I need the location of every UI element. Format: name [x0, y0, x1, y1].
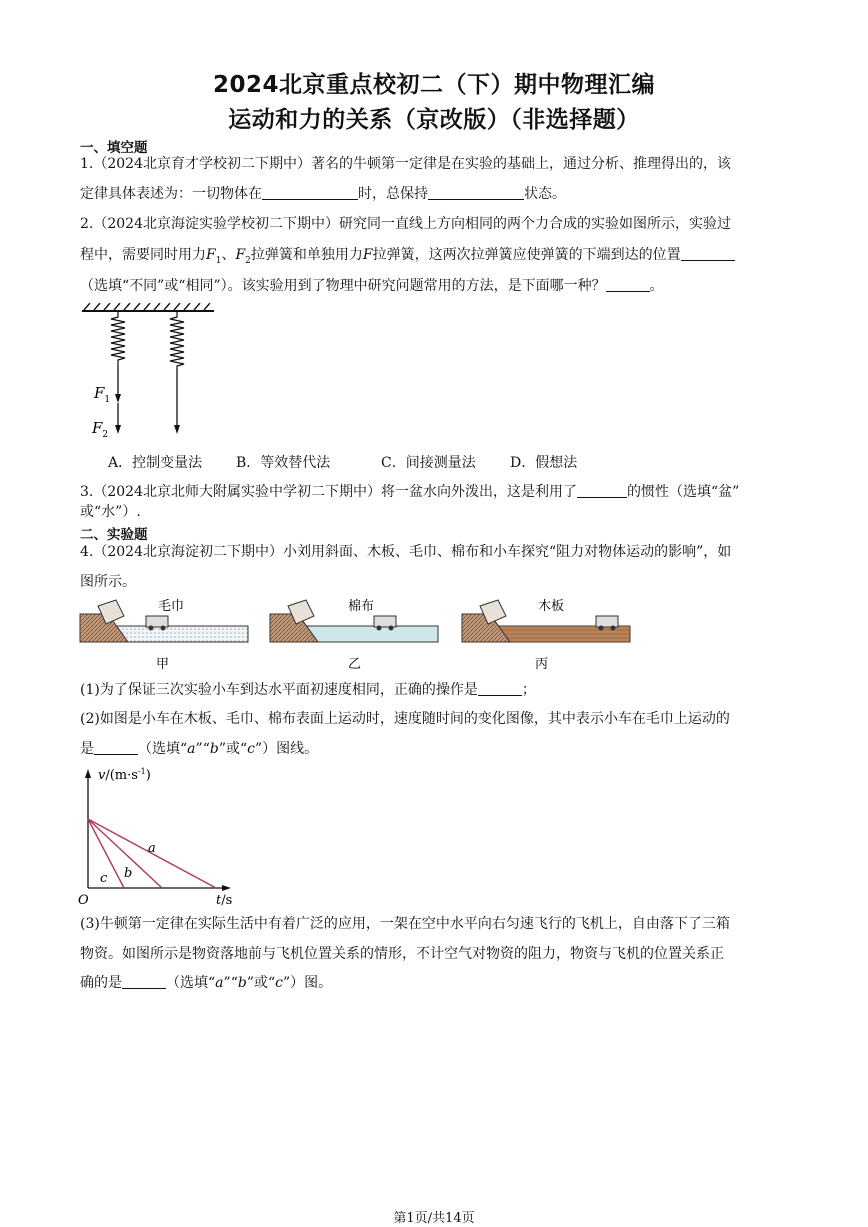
q2-blank-2[interactable]: [606, 277, 650, 292]
q4-p3-text-a: 确的是: [80, 975, 122, 991]
q3-text-b: 的惯性（选填“盆”: [626, 484, 740, 500]
ramps-figure: [78, 596, 638, 674]
page-title-line1: 2024北京重点校初二（下）期中物理汇编: [212, 72, 655, 98]
cart-3-wheel: [611, 626, 616, 631]
q2-text-b: 拉弹簧和单独用力: [250, 247, 363, 263]
panel-wood: [462, 598, 630, 672]
q2-f1-symbol: F: [206, 247, 216, 263]
q4-part2-line2: [80, 740, 790, 758]
surface-tag-3: 丙: [535, 657, 549, 672]
line-a-label: a: [148, 841, 156, 856]
q4-p2-a: a: [187, 741, 196, 757]
q2-text-d: （选填“不同”或“相同”）。该实验用到了物理中研究问题常用的方法，是下面哪一种？: [80, 278, 606, 294]
panel-towel: [80, 598, 248, 672]
section-fill-heading: 一、填空题: [80, 140, 148, 156]
q4-part3-line3: [80, 974, 790, 992]
origin-label: O: [78, 893, 89, 908]
arrow-f-head: [174, 425, 180, 434]
q4-p2-b: b: [209, 741, 219, 757]
cart-2-wheel: [389, 626, 394, 631]
q4-part2-line1: (2)如图是小车在木板、毛巾、棉布表面上运动时，速度随时间的变化图像，其中表示小车在毛巾上运动的: [80, 711, 730, 727]
cart-2-wheel: [377, 626, 382, 631]
q4-p3-a: a: [215, 975, 224, 991]
panel-cotton: [270, 598, 438, 672]
q1-text-c: 状态。: [524, 186, 566, 202]
label-f1: $F_1$: [94, 384, 111, 405]
q2-blank-1[interactable]: [681, 246, 735, 261]
section-experiment-heading: 二、实验题: [80, 527, 148, 543]
q2-text-e: 。: [649, 278, 664, 294]
q3-line1: [80, 483, 790, 501]
q4-p3-q2: ”或“: [246, 975, 276, 991]
q3-blank-1[interactable]: [577, 483, 627, 498]
q2-f2-sub: 2: [245, 255, 251, 266]
cart-1-wheel: [161, 626, 166, 631]
q2-option-a[interactable]: A．控制变量法: [108, 455, 203, 471]
label-f2: $F_2$: [92, 419, 109, 440]
q1-line1: 1.（2024北京育才学校初二下期中）著名的牛顿第一定律是在实验的基础上，通过分析、推理得出的，该: [80, 156, 731, 172]
q1-blank-1[interactable]: [262, 185, 358, 200]
q4-line1: 4.（2024北京海淀初二下期中）小刘用斜面、木板、毛巾、棉布和小车探究“阻力对物体运动的影响”，如: [80, 544, 732, 560]
x-axis-arrow: [222, 885, 231, 891]
q2-f2-symbol: F: [235, 247, 246, 263]
q2-sep: 、: [221, 247, 236, 263]
spring-right: [170, 311, 184, 369]
y-axis-arrow: [85, 769, 91, 778]
q3-text-a: 3.（2024北京北师大附属实验中学初二下期中）将一盆水向外泼出，这是利用了: [80, 484, 577, 500]
y-axis-label: $v/(m\cdot s^{-1})$: [98, 767, 151, 783]
q4-p2-blank[interactable]: [94, 740, 138, 755]
q4-p3-text-b: （选填“: [166, 975, 216, 991]
surface-name-towel: 毛巾: [158, 599, 185, 614]
page-number-footer: 第1页/共14页: [393, 1211, 475, 1226]
ceiling-hatch: [84, 303, 210, 310]
q2-option-c[interactable]: C．间接测量法: [381, 455, 476, 471]
cart-3-wheel: [599, 626, 604, 631]
q3-line2: 或“水”）.: [80, 504, 141, 520]
surface-tag-2: 乙: [348, 657, 362, 672]
q1-text-b: 时，总保持: [358, 186, 428, 202]
q4-p2-c: c: [247, 741, 255, 757]
q2-option-d[interactable]: D．假想法: [510, 455, 578, 471]
q2-line2: [80, 246, 790, 270]
q1-text-a: 定律具体表述为：一切物体在: [80, 186, 262, 202]
spring-left: [111, 311, 125, 365]
q2-f1-sub: 1: [215, 255, 222, 266]
q4-line2: 图所示。: [80, 574, 136, 590]
q2-line3: [80, 277, 790, 295]
q4-p2-q2: ”或“: [218, 741, 248, 757]
q4-p3-b: b: [237, 975, 247, 991]
q1-line2: [80, 185, 790, 203]
q4-p3-q1: ”“: [223, 975, 238, 991]
surface-name-cotton: 棉布: [348, 599, 375, 614]
q4-part3-line2: 物资。如图所示是物资落地前与飞机位置关系的情形，不计空气对物资的阻力，物资与飞机的位置关系正: [80, 946, 724, 962]
q2-option-b[interactable]: B．等效替代法: [236, 455, 331, 471]
q2-f-symbol: F: [362, 247, 373, 263]
spring-figure: [80, 303, 220, 443]
q1-blank-2[interactable]: [428, 185, 524, 200]
q4-p2-text-b: （选填“: [138, 741, 188, 757]
q4-p3-blank[interactable]: [122, 974, 166, 989]
q2-line1: 2.（2024北京海淀实验学校初二下期中）研究同一直线上方向相同的两个力合成的实验如图所示，实验过: [80, 216, 731, 232]
arrow-f1-head: [115, 394, 121, 403]
q4-p1-text-a: (1)为了保证三次实验小车到达水平面初速度相同，正确的操作是: [80, 682, 478, 698]
cart-1: [146, 616, 168, 627]
q2-text-a: 程中，需要同时用力: [80, 247, 206, 263]
line-c-label: c: [100, 871, 108, 886]
velocity-time-graph: [76, 764, 246, 909]
cart-2: [374, 616, 396, 627]
q2-text-c: 拉弹簧，这两次拉弹簧应使弹簧的下端到达的位置: [372, 247, 681, 263]
line-b-label: b: [124, 866, 133, 881]
q4-p2-text-c: ”）图线。: [255, 741, 319, 757]
cart-3: [596, 616, 618, 627]
arrow-f2-head: [115, 425, 121, 434]
q4-p2-text-a: 是: [80, 741, 94, 757]
q4-p1-blank[interactable]: [478, 681, 522, 696]
q4-part1: [80, 681, 790, 699]
cart-1-wheel: [149, 626, 154, 631]
surface-tag-1: 甲: [156, 657, 170, 672]
q4-p1-text-b: ；: [521, 682, 536, 698]
q4-part3-line1: (3)牛顿第一定律在实际生活中有着广泛的应用，一架在空中水平向右匀速飞行的飞机上，自由落下了三箱: [80, 916, 730, 932]
surface-name-wood: 木板: [538, 599, 565, 614]
x-axis-label: t/s: [216, 893, 233, 908]
q4-p3-c: c: [275, 975, 283, 991]
page-title-line2: 运动和力的关系（京改版）（非选择题）: [228, 107, 640, 133]
q4-p2-q1: ”“: [195, 741, 210, 757]
q4-p3-text-c: ”）图。: [283, 975, 333, 991]
